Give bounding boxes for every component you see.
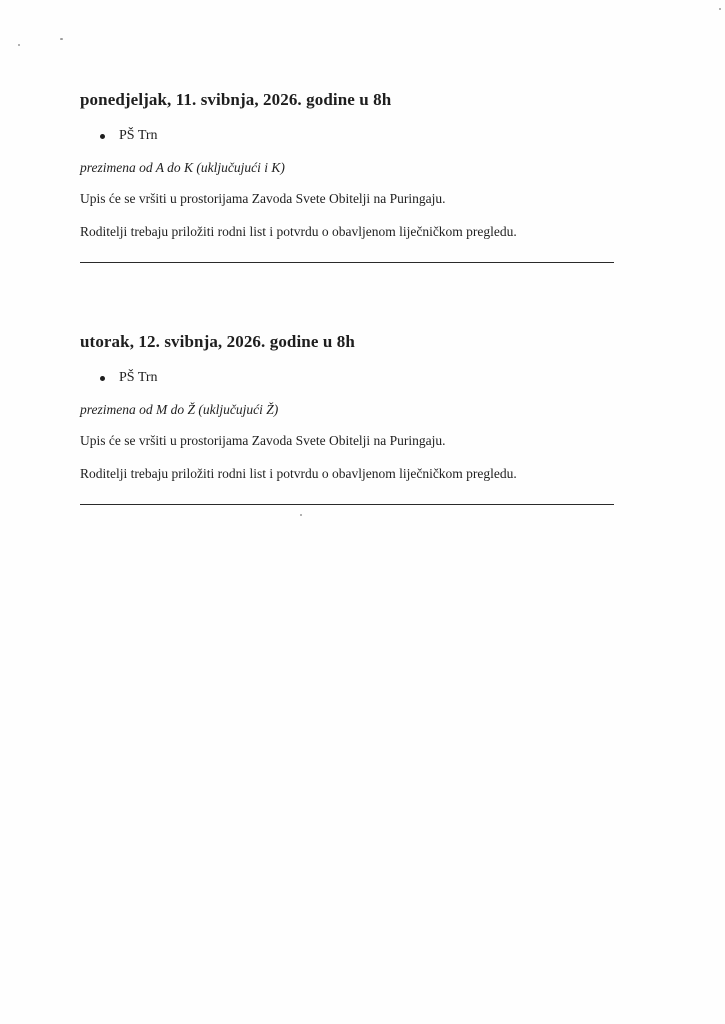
section-heading: utorak, 12. svibnja, 2026. godine u 8h bbox=[80, 332, 355, 351]
bullet-item bbox=[100, 127, 614, 145]
location-text: Upis će se vršiti u prostorijama Zavoda Svete Obitelji na Puringaju. bbox=[80, 191, 446, 206]
section-heading: ponedjeljak, 11. svibnja, 2026. godine u 8h bbox=[80, 90, 392, 109]
surname-range: prezimena od A do K (uključujući i K) bbox=[80, 160, 285, 175]
requirements-text: Roditelji trebaju priložiti rodni list i potvrdu o obavljenom liječničkom pregledu. bbox=[80, 224, 517, 239]
scan-speck bbox=[300, 514, 302, 516]
horizontal-rule bbox=[80, 262, 614, 263]
scan-speck bbox=[18, 44, 20, 46]
location-text: Upis će se vršiti u prostorijama Zavoda Svete Obitelji na Puringaju. bbox=[80, 433, 446, 448]
enrollment-section-tuesday bbox=[80, 332, 614, 505]
school-name: PŠ Trn bbox=[119, 370, 158, 385]
school-name: PŠ Trn bbox=[119, 128, 158, 143]
enrollment-section-monday bbox=[80, 90, 614, 263]
scan-speck bbox=[60, 38, 63, 40]
bullet-item bbox=[100, 369, 614, 387]
requirements-text: Roditelji trebaju priložiti rodni list i potvrdu o obavljenom liječničkom pregledu. bbox=[80, 466, 517, 481]
horizontal-rule bbox=[80, 504, 614, 505]
bullet-dot-icon bbox=[100, 134, 105, 139]
scan-speck bbox=[719, 8, 721, 10]
surname-range: prezimena od M do Ž (uključujući Ž) bbox=[80, 402, 279, 417]
bullet-dot-icon bbox=[100, 376, 105, 381]
